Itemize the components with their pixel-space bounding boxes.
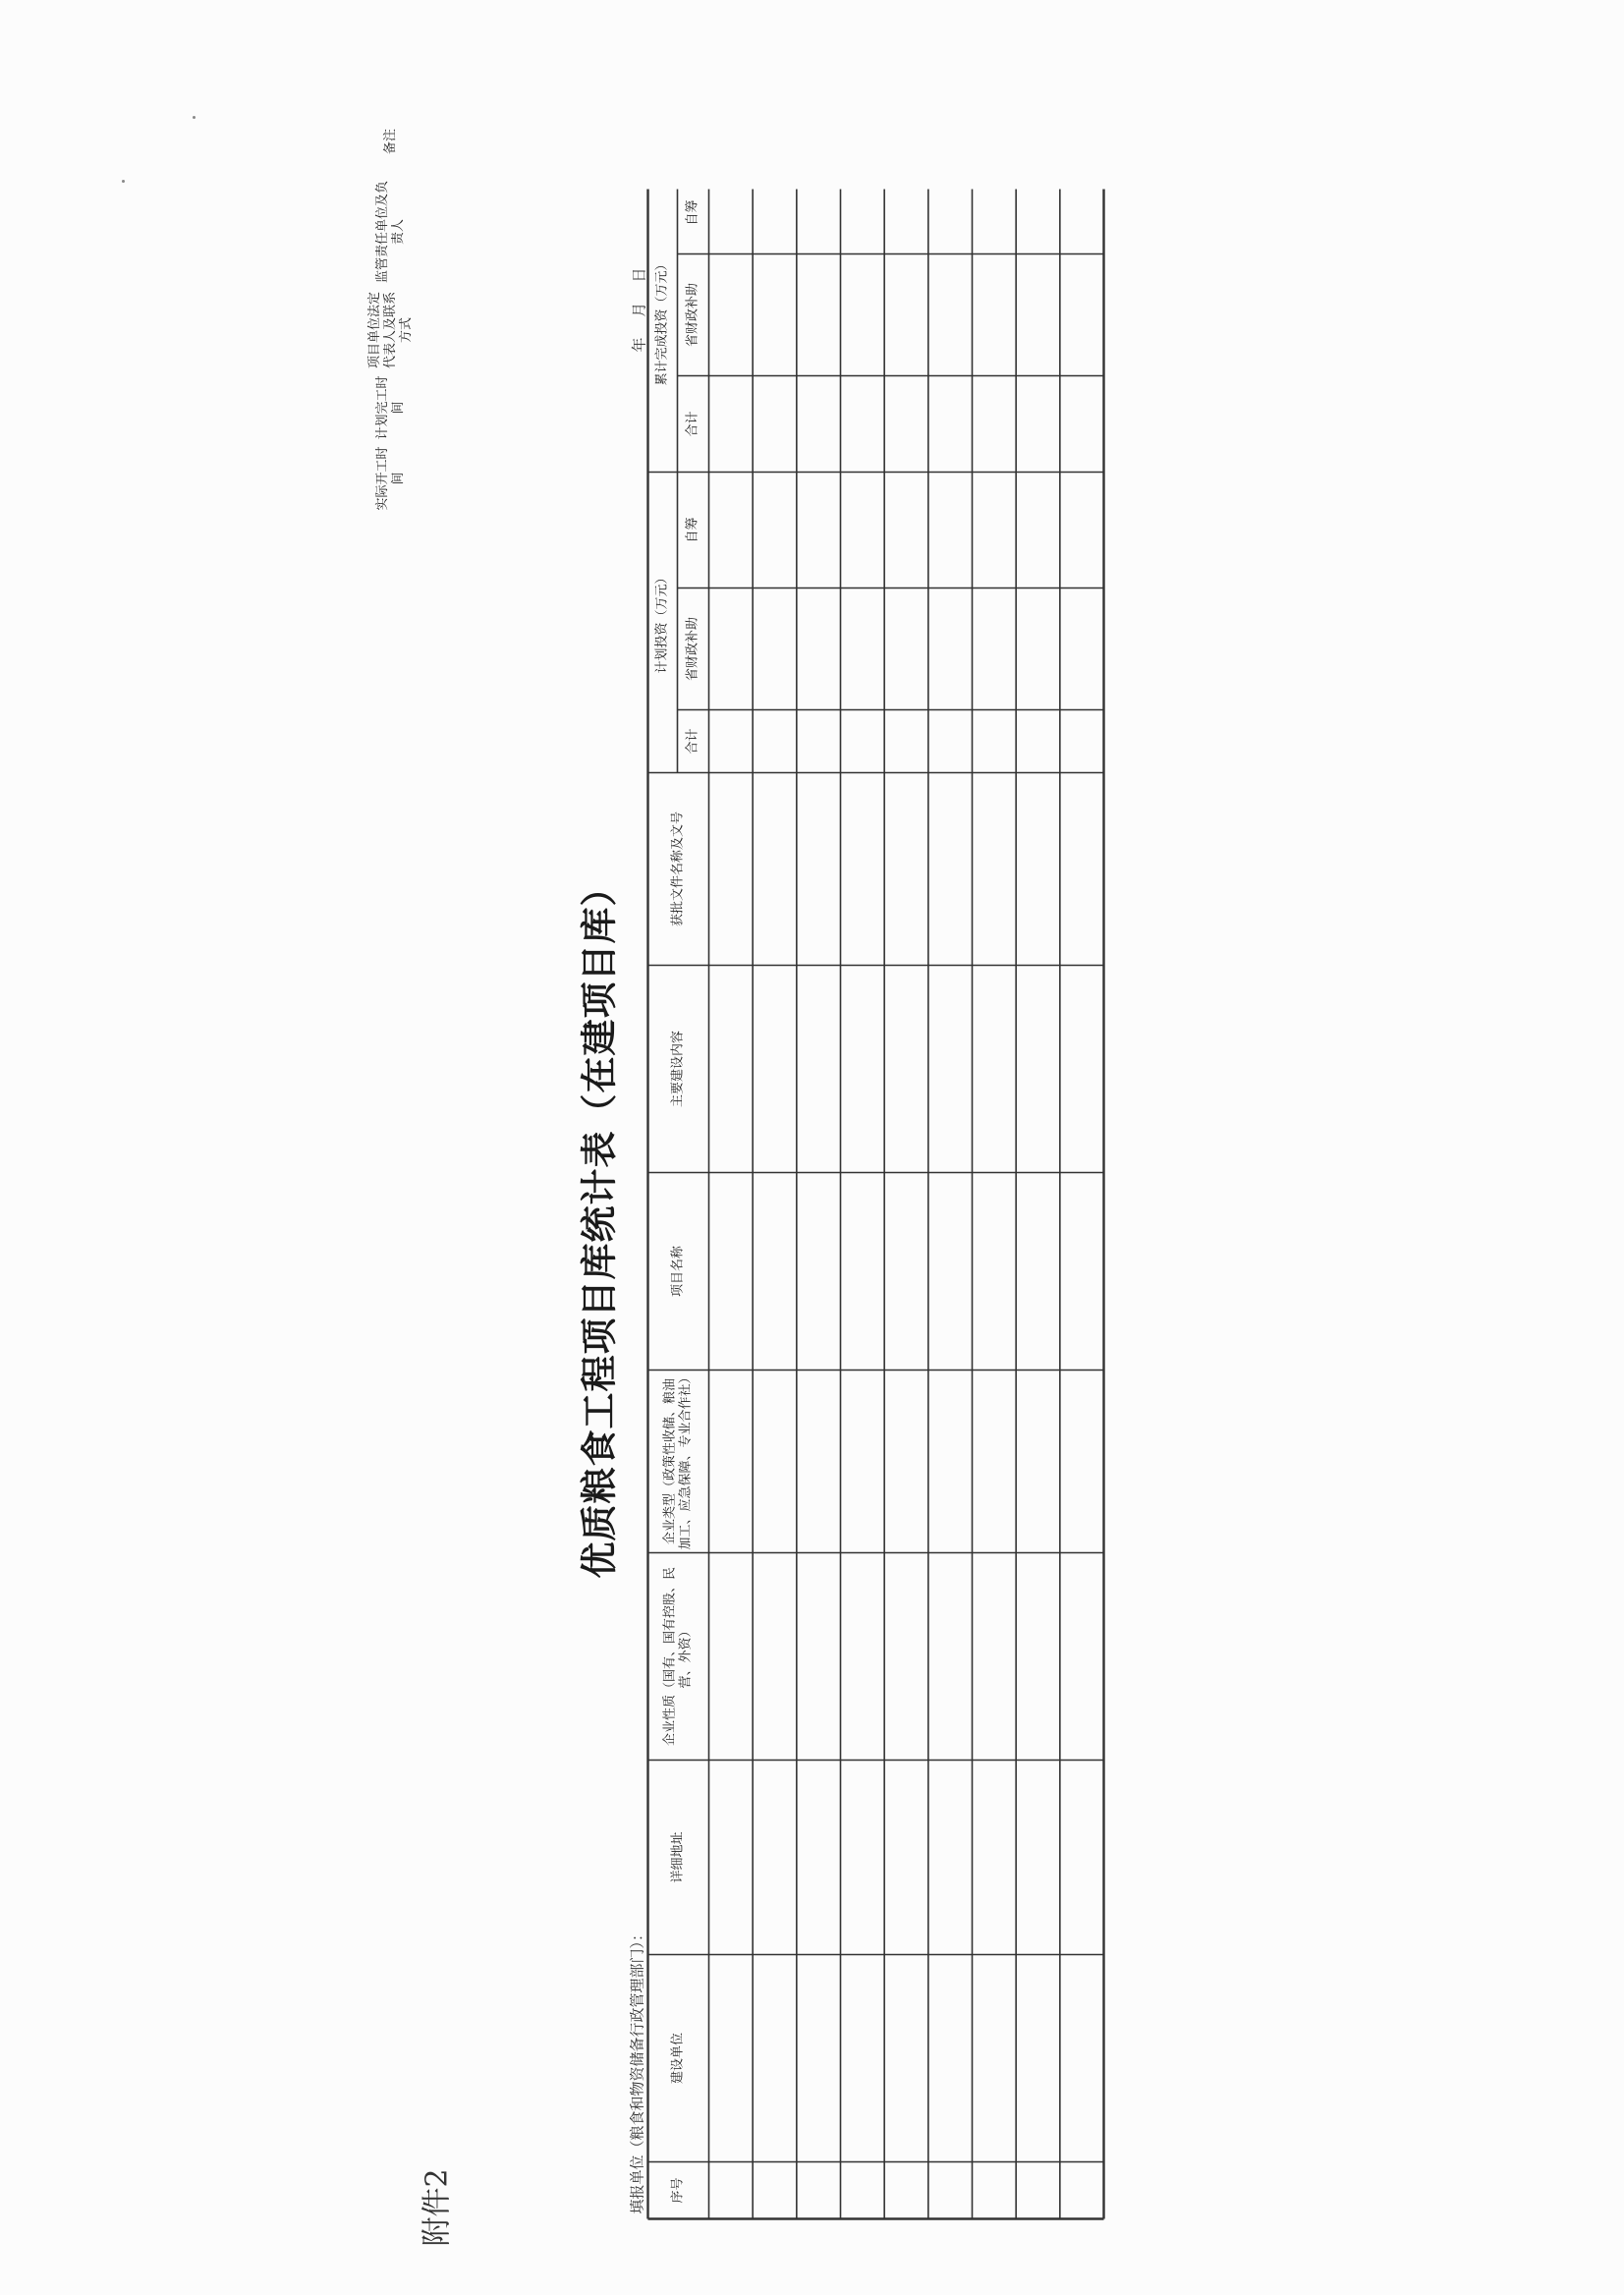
col-header-completed-self: 自筹: [685, 199, 700, 226]
col-header-planned-self: 自筹: [685, 517, 700, 543]
col-header-approval-doc: 获批文件名称及文号: [670, 812, 686, 927]
col-header-completed-investment: 累计完成投资（万元）: [654, 257, 670, 386]
col-header-type: 企业类型（政策性收储、粮油加工、应急保障、专业合作社）: [662, 1371, 694, 1550]
col-header-planned-total: 合计: [685, 728, 700, 755]
col-header-serial: 序号: [670, 2177, 686, 2204]
col-header-completed-subsidy: 省财政补助: [685, 283, 700, 348]
date-day: 日: [630, 266, 648, 283]
col-header-completed-total: 合计: [685, 411, 700, 437]
document-title: 优质粮食工程项目库统计表（在建项目库）: [577, 868, 621, 1579]
attachment-label: 附件2: [420, 2168, 455, 2247]
col-header-nature: 企业性质（国有、国有控股、民营、外资）: [662, 1567, 694, 1747]
col-header-planned-investment: 计划投资（万元）: [654, 571, 670, 674]
date-month: 月: [630, 302, 648, 317]
col-header-main-content: 主要建设内容: [670, 1031, 686, 1108]
col-header-supervisor: 监管责任单位及负责人: [375, 181, 406, 284]
col-header-project-name: 项目名称: [670, 1246, 686, 1298]
col-header-start-time: 实际开工时间: [375, 446, 406, 511]
col-header-remark: 备注: [383, 129, 398, 155]
col-header-address: 详细地址: [670, 1831, 686, 1883]
filler-unit-label: 填报单位（粮食和物资储备行政管理部门）：: [628, 1926, 646, 2214]
scan-speck: [193, 116, 196, 119]
col-header-legal-rep: 项目单位法定代表人及联系方式: [367, 292, 414, 369]
col-header-builder: 建设单位: [670, 2033, 686, 2085]
date-year: 年: [630, 336, 648, 353]
document-page: [303, 190, 1111, 2259]
scan-speck: [122, 180, 125, 183]
col-header-planned-subsidy: 省财政补助: [685, 617, 700, 682]
col-header-end-time: 计划完工时间: [375, 375, 406, 440]
